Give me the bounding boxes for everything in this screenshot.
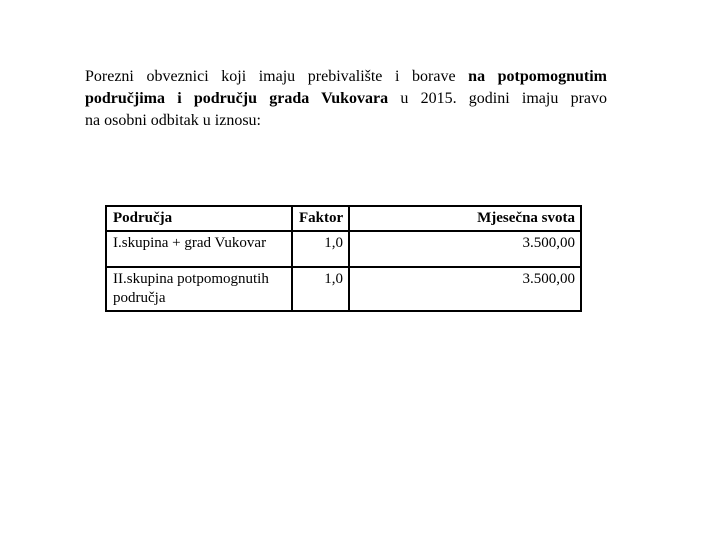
cell-area: II.skupina potpomognutih područja — [106, 267, 292, 311]
paragraph-line-3: na osobni odbitak u iznosu: — [85, 112, 261, 129]
cell-factor: 1,0 — [292, 231, 349, 267]
paragraph-line-1 — [85, 66, 607, 88]
header-cell-area: Područja — [106, 206, 292, 231]
paragraph-line-2-normal: u 2015. godini imaju pravo — [388, 90, 607, 107]
paragraph-line-2-bold: područjima i području grada Vukovara — [85, 90, 389, 107]
header-cell-amount: Mjesečna svota — [349, 206, 581, 231]
table-row — [106, 267, 581, 311]
paragraph-line-1-normal: Porezni obveznici koji imaju prebivalište i borave — [85, 68, 469, 85]
table-header-row — [106, 206, 581, 231]
paragraph-line-1-bold: na potpomognutim — [468, 68, 608, 85]
intro-paragraph — [85, 66, 607, 132]
cell-area: I.skupina + grad Vukovar — [106, 231, 292, 267]
paragraph-line-2 — [85, 88, 607, 110]
cell-factor: 1,0 — [292, 267, 349, 311]
cell-amount: 3.500,00 — [349, 231, 581, 267]
deduction-table — [105, 205, 582, 312]
cell-amount: 3.500,00 — [349, 267, 581, 311]
header-cell-factor: Faktor — [292, 206, 349, 231]
table-row — [106, 231, 581, 267]
